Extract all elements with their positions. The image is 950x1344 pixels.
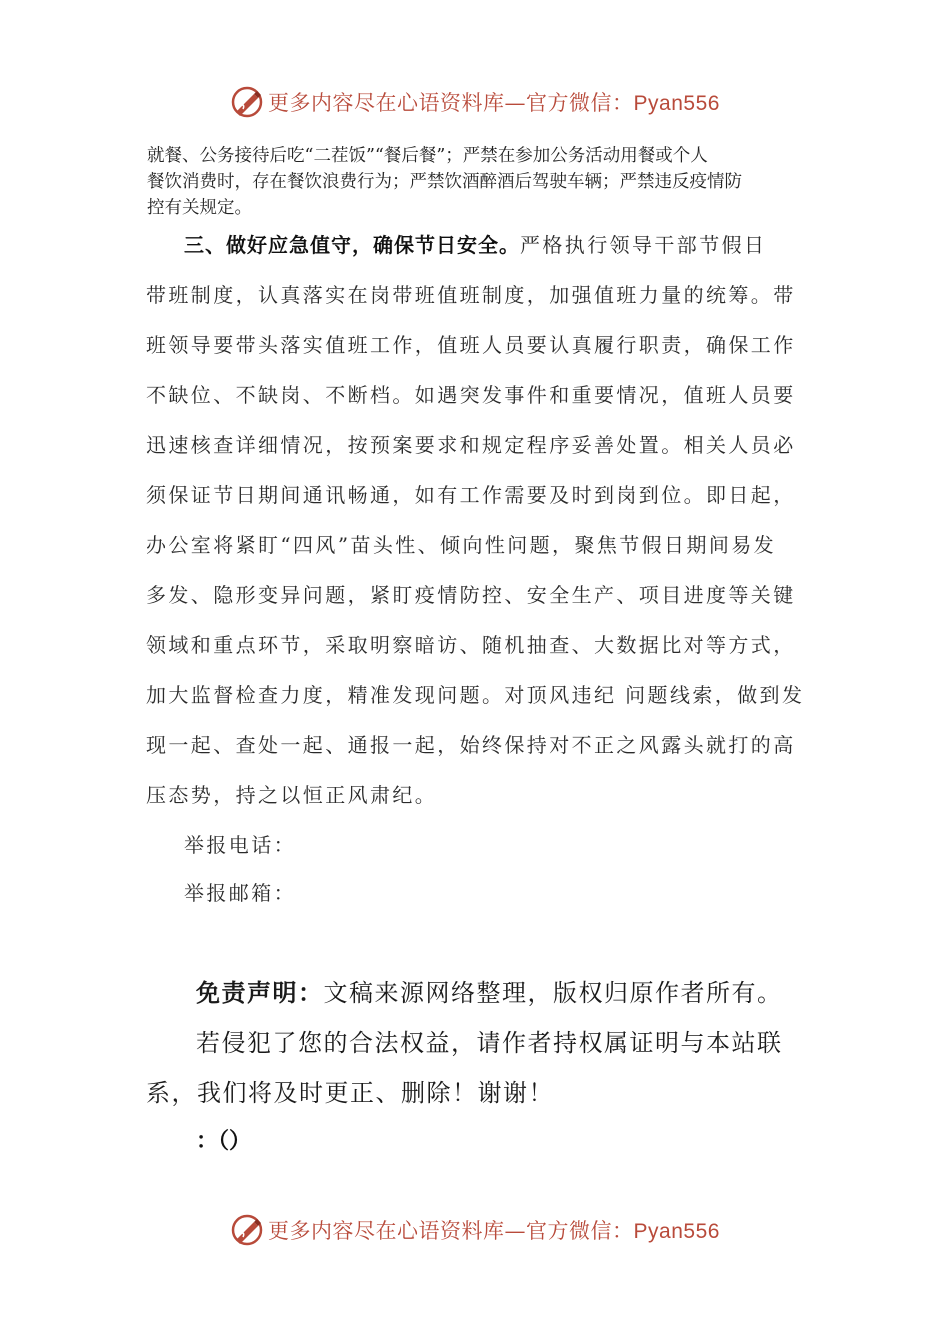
disclaimer-line-3: 系，我们将及时更正、删除！谢谢！: [146, 1079, 554, 1107]
disclaimer-line-2: 若侵犯了您的合法权益，请作者持权属证明与本站联: [196, 1029, 783, 1057]
body-line: 须保证节日期间通讯畅通，如有工作需要及时到岗到位。即日起，: [146, 483, 796, 507]
report-email-label: 举报邮箱：: [184, 881, 296, 905]
footer-banner: [0, 1210, 950, 1250]
body-line: 带班制度，认真落实在岗带班值班制度，加强值班力量的统筹。带: [146, 283, 796, 307]
banner-text: 更多内容尽在心语资料库—官方微信：Pyan556: [268, 91, 720, 115]
disclaimer-label: 免责声明：: [196, 979, 324, 1007]
section-3-first-line: 三、做好应急值守，确保节日安全。严格执行领导干部节假日: [184, 233, 767, 257]
header-banner: [0, 82, 950, 122]
body-line: 加大监督检查力度，精准发现问题。对顶风违纪 问题线索，做到发: [146, 683, 805, 707]
intro-line: 控有关规定。: [147, 198, 252, 218]
pen-logo-icon: [230, 85, 264, 119]
banner-text: 更多内容尽在心语资料库—官方微信：Pyan556: [268, 1219, 720, 1243]
body-line: 不缺位、不缺岗、不断档。如遇突发事件和重要情况，值班人员要: [146, 383, 796, 407]
disclaimer-line-1: 免责声明：文稿来源网络整理，版权归原作者所有。: [196, 979, 783, 1007]
report-phone-label: 举报电话：: [184, 833, 296, 857]
body-line: 领域和重点环节，采取明察暗访、随机抽查、大数据比对等方式，: [146, 633, 796, 657]
body-line: 班领导要带头落实值班工作，值班人员要认真履行职责，确保工作: [146, 333, 796, 357]
section-3-heading: 三、做好应急值守，确保节日安全。: [184, 233, 520, 257]
body-line: 压态势，持之以恒正风肃纪。: [146, 783, 438, 807]
body-line: 迅速核查详细情况，按预案要求和规定程序妥善处置。相关人员必: [146, 433, 796, 457]
body-line: 现一起、查处一起、通报一起，始终保持对不正之风露头就打的高: [146, 733, 796, 757]
intro-line: 餐饮消费时，存在餐饮浪费行为；严禁饮酒醉酒后驾驶车辆；严禁违反疫情防: [147, 172, 742, 192]
body-line: 办公室将紧盯“四风”苗头性、倾向性问题，聚焦节假日期间易发: [146, 533, 777, 557]
body-line: 多发、隐形变异问题，紧盯疫情防控、安全生产、项目进度等关键: [146, 583, 796, 607]
pen-logo-icon: [230, 1213, 264, 1247]
disclaimer-line-4: ：（）: [196, 1129, 252, 1154]
intro-line: 就餐、公务接待后吃“二茬饭”“餐后餐”；严禁在参加公务活动用餐或个人: [147, 146, 708, 166]
